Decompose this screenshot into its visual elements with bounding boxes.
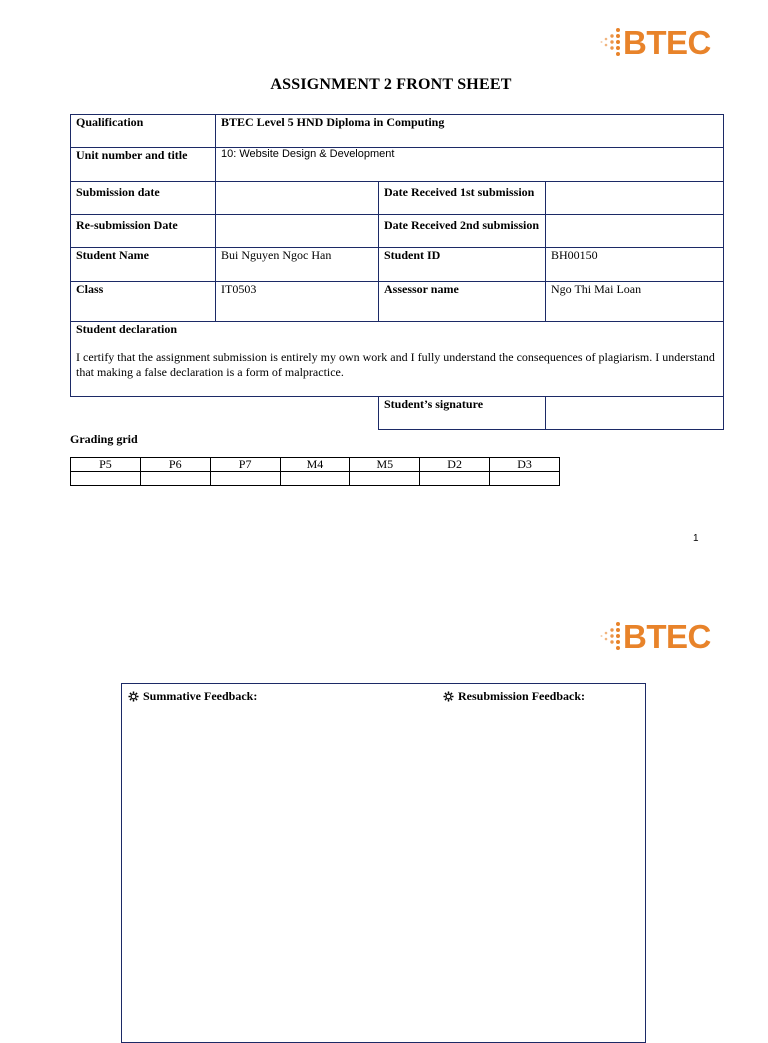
front-sheet-table <box>70 114 724 430</box>
table-row <box>71 248 724 282</box>
grade-cell[interactable] <box>280 472 350 486</box>
grade-header: D2 <box>420 458 490 472</box>
submission-date-field[interactable] <box>216 182 379 215</box>
class-value: IT0503 <box>216 282 379 322</box>
declaration-label: Student declaration <box>76 322 178 336</box>
blank-cell <box>71 397 379 430</box>
date-received-1-field[interactable] <box>546 182 724 215</box>
grade-cell[interactable] <box>140 472 210 486</box>
btec-logo <box>600 616 720 656</box>
student-name-value: Bui Nguyen Ngoc Han <box>216 248 379 282</box>
unit-value: 10: Website Design & Development <box>216 148 724 182</box>
qualification-value: BTEC Level 5 HND Diploma in Computing <box>216 115 724 148</box>
declaration-text: I certify that the assignment submission is entirely my own work and I fully understand the consequences of plagiarism. I understand that making a false declaration is a form of malpractice. <box>76 350 715 379</box>
resubmission-date-field[interactable] <box>216 215 379 248</box>
grade-header: P7 <box>210 458 280 472</box>
table-row <box>71 282 724 322</box>
date-received-1-label: Date Received 1st submission <box>379 182 546 215</box>
grade-header: P5 <box>71 458 141 472</box>
assessor-label: Assessor name <box>379 282 546 322</box>
grading-header-row <box>71 458 560 472</box>
grade-header: D3 <box>490 458 560 472</box>
class-label: Class <box>71 282 216 322</box>
grade-header: M5 <box>350 458 420 472</box>
table-row <box>71 322 724 397</box>
grade-cell[interactable] <box>490 472 560 486</box>
unit-label: Unit number and title <box>71 148 216 182</box>
submission-date-label: Submission date <box>71 182 216 215</box>
grading-grid <box>70 457 560 486</box>
signature-label: Student’s signature <box>379 397 546 430</box>
table-row <box>71 148 724 182</box>
summative-feedback-label: Summative Feedback: <box>143 689 258 703</box>
table-row <box>71 397 724 430</box>
grade-cell[interactable] <box>210 472 280 486</box>
resubmission-feedback-heading <box>443 689 585 704</box>
grade-cell[interactable] <box>71 472 141 486</box>
gear-icon <box>128 691 139 702</box>
date-received-2-field[interactable] <box>546 215 724 248</box>
feedback-box[interactable] <box>121 683 646 1043</box>
grading-value-row <box>71 472 560 486</box>
student-id-label: Student ID <box>379 248 546 282</box>
table-row <box>71 115 724 148</box>
logo-text: BTEC <box>623 617 711 655</box>
dots-icon <box>600 27 622 57</box>
page-number: 1 <box>693 533 699 544</box>
dots-icon <box>600 621 622 651</box>
page-title: ASSIGNMENT 2 FRONT SHEET <box>270 76 512 93</box>
resubmission-feedback-label: Resubmission Feedback: <box>458 689 586 703</box>
qualification-label: Qualification <box>71 115 216 148</box>
grade-header: P6 <box>140 458 210 472</box>
btec-logo <box>600 22 720 62</box>
table-row <box>71 182 724 215</box>
grade-header: M4 <box>280 458 350 472</box>
declaration-cell <box>71 322 724 397</box>
resubmission-date-label: Re-submission Date <box>71 215 216 248</box>
student-id-value: BH00150 <box>546 248 724 282</box>
grade-cell[interactable] <box>350 472 420 486</box>
table-row <box>71 215 724 248</box>
assessor-value: Ngo Thi Mai Loan <box>546 282 724 322</box>
grade-cell[interactable] <box>420 472 490 486</box>
signature-field[interactable] <box>546 397 724 430</box>
logo-text: BTEC <box>623 23 711 61</box>
student-name-label: Student Name <box>71 248 216 282</box>
grading-grid-label: Grading grid <box>70 432 138 446</box>
date-received-2-label: Date Received 2nd submission <box>379 215 546 248</box>
gear-icon <box>443 691 454 702</box>
summative-feedback-heading <box>128 689 257 704</box>
